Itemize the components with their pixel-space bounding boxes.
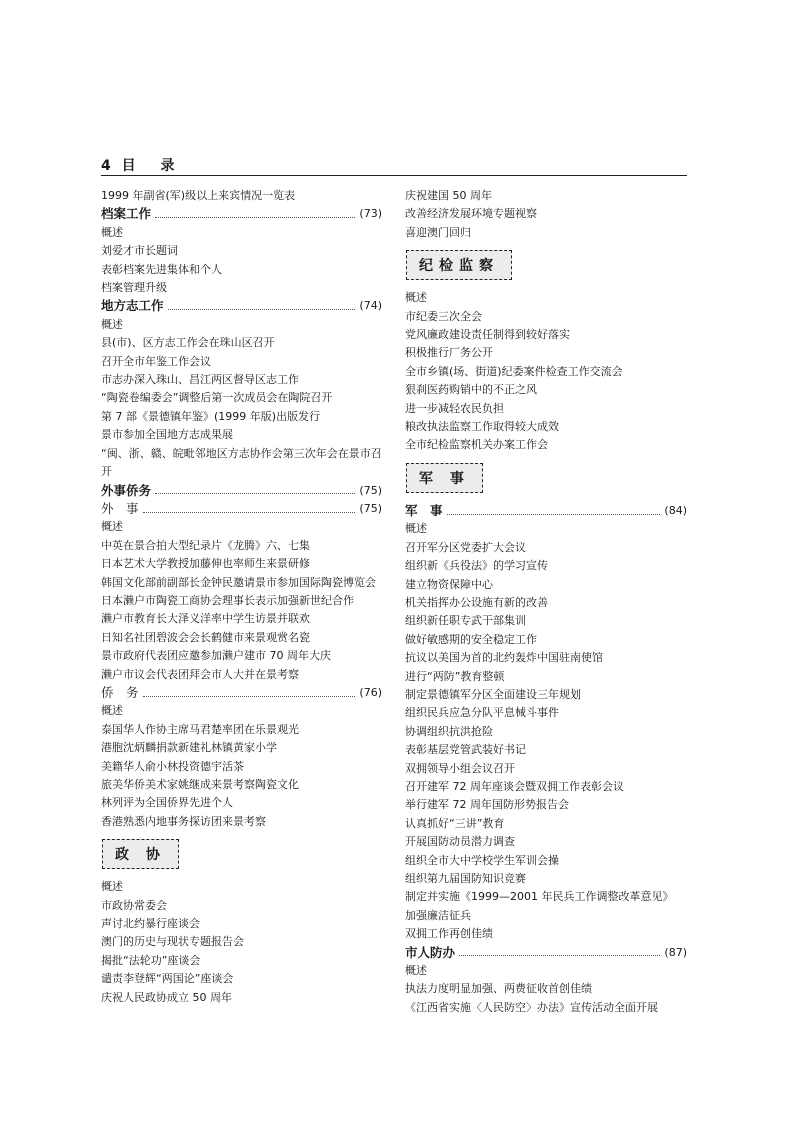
toc-section-label: 外 事 [101, 500, 139, 516]
category-banner-row [101, 831, 382, 878]
toc-entry: 召开军分区党委扩大会议 [405, 540, 526, 554]
toc-entry: 韩国文化部前副部长金钟民邀请景市参加国际陶瓷博览会 [101, 575, 376, 589]
toc-entry: 双拥领导小组会议召开 [405, 761, 515, 775]
category-banner-row [405, 455, 687, 502]
toc-section-label: 档案工作 [101, 206, 152, 222]
toc-entry: 1999 年副省(军)级以上来宾情况一览表 [101, 189, 296, 202]
toc-entry: 第 7 部《景德镇年鉴》(1999 年版)出版发行 [101, 409, 321, 423]
toc-entry: 党风廉政建设责任制得到较好落实 [405, 328, 570, 342]
toc-entry: 庆祝建国 50 周年 [405, 189, 492, 202]
toc-entry: 市纪委三次全会 [405, 309, 482, 323]
toc-entry: 组织民兵应急分队平息械斗事件 [405, 706, 559, 720]
toc-section [405, 944, 687, 962]
toc-entry: 概述 [101, 317, 123, 331]
toc-entry: 进行“两防”教育整顿 [405, 669, 505, 683]
toc-entry: 执法力度明显加强、两费征收首创佳绩 [405, 982, 592, 996]
toc-entry: 粮改执法监察工作取得较大成效 [405, 420, 559, 434]
toc-section [101, 205, 382, 223]
toc-entry: 濑户市议会代表团拜会市人大并在景考察 [101, 667, 299, 681]
toc-entry: “陶瓷卷编委会”调整后第一次成员会在陶院召开 [101, 391, 333, 405]
toc-entry: 市政协常委会 [101, 898, 167, 912]
toc-entry: 开展国防动员潜力调查 [405, 835, 515, 849]
toc-entry: 旅美华侨美术家姚继成来景考察陶瓷文化 [101, 778, 299, 791]
toc-subsection [101, 500, 382, 518]
toc-entry: 景市参加全国地方志成果展 [101, 428, 233, 442]
toc-entry: 澳门的历史与现状专题报告会 [101, 935, 244, 949]
page-title: 目 录 [121, 158, 185, 174]
toc-entry: 林列评为全国侨界先进个人 [101, 796, 233, 810]
toc-entry: 狠刹医药购销中的不正之风 [405, 383, 537, 397]
category-banner-row [405, 242, 687, 289]
toc-entry: 组织第九届国防知识竞赛 [405, 872, 526, 885]
toc-leader-dots [155, 217, 355, 218]
toc-leader-dots [447, 514, 661, 515]
toc-entry: 概述 [405, 291, 427, 305]
toc-entry: 改善经济发展环境专题视察 [405, 207, 537, 221]
toc-entry: 中英在景合拍大型纪录片《龙腾》六、七集 [101, 538, 310, 552]
page-number: 4 [101, 158, 111, 174]
toc-section [101, 297, 382, 315]
toc-entry: 概述 [405, 522, 427, 536]
toc-entry: 港胞沈炳麟捐款新建礼林镇黄家小学 [101, 741, 277, 755]
toc-entry: 制定并实施《1999—2001 年民兵工作调整改革意见》 [405, 890, 674, 904]
toc-entry: 日本濑户市陶瓷工商协会理事长表示加强新世纪合作 [101, 593, 354, 607]
toc-section-label: 军 事 [405, 502, 443, 518]
toc-entry: 进一步减轻农民负担 [405, 401, 504, 415]
toc-entry: 召开建军 72 周年座谈会暨双拥工作表彰会议 [405, 779, 624, 793]
toc-entry: 制定景德镇军分区全面建设三年规划 [405, 687, 581, 701]
toc-entry: 全市乡镇(场、街道)纪委案件检查工作交流会 [405, 364, 623, 378]
toc-page-number: (84) [664, 503, 687, 517]
toc-entry: 组织新《兵役法》的学习宣传 [405, 559, 548, 573]
toc-page-number: (74) [359, 299, 382, 313]
header-rule [101, 175, 687, 176]
toc-entry: 机关指挥办公设施有新的改善 [405, 595, 548, 609]
category-banner: 政 协 [102, 839, 179, 869]
toc-entry: “闽、浙、赣、皖毗邻地区方志协作会第三次年会在景市召开 [101, 446, 382, 479]
toc-entry: 概述 [101, 704, 123, 718]
toc-entry: 双拥工作再创佳绩 [405, 927, 493, 941]
toc-entry: 刘爱才市长题词 [101, 244, 178, 258]
toc-entry: 概述 [101, 520, 123, 534]
toc-entry: 概述 [405, 964, 427, 978]
toc-entry: 召开全市年鉴工作会议 [101, 354, 211, 368]
toc-entry: 认真抓好“三讲”教育 [405, 816, 505, 830]
toc-section [101, 482, 382, 500]
toc-section-label: 外事侨务 [101, 482, 152, 498]
category-banner: 纪检监察 [406, 250, 512, 280]
toc-entry: 声讨北约暴行座谈会 [101, 917, 200, 931]
toc-page-number: (87) [664, 945, 687, 959]
toc-entry: 抗议以美国为首的北约轰炸中国驻南使馆 [405, 651, 603, 665]
toc-entry: 加强廉洁征兵 [405, 908, 471, 922]
toc-entry: 积极推行厂务公开 [405, 346, 493, 360]
toc-entry: 建立物资保障中心 [405, 577, 493, 591]
toc-entry: 县(市)、区方志工作会在珠山区召开 [101, 336, 275, 350]
toc-page-number: (75) [359, 501, 382, 515]
toc-entry: 概述 [101, 880, 123, 894]
left-column [101, 187, 382, 1007]
toc-entry: 《江西省实施〈人民防空〉办法》宣传活动全面开展 [405, 1000, 658, 1014]
toc-entry: 庆祝人民政协成立 50 周年 [101, 990, 232, 1004]
toc-section-label: 市人防办 [405, 944, 456, 960]
toc-entry: 市志办深入珠山、昌江两区督导区志工作 [101, 373, 299, 387]
toc-entry: 组织全市大中学校学生军训会操 [405, 853, 559, 867]
toc-section-label: 侨 务 [101, 684, 139, 700]
toc-entry: 揭批“法轮功”座谈会 [101, 953, 201, 967]
toc-entry: 全市纪检监察机关办案工作会 [405, 438, 548, 452]
toc-section-label: 地方志工作 [101, 298, 164, 314]
toc-leader-dots [143, 696, 356, 697]
toc-entry: 举行建军 72 周年国防形势报告会 [405, 798, 569, 812]
toc-entry: 日知名社团碧波会会长鹤健市来景观赏名瓷 [101, 630, 310, 644]
toc-section [405, 502, 687, 520]
toc-leader-dots [168, 309, 356, 310]
toc-page-number: (75) [359, 483, 382, 497]
toc-entry: 谴责李登辉“两国论”座谈会 [101, 972, 234, 986]
toc-leader-dots [143, 512, 356, 513]
toc-page-number: (73) [359, 207, 382, 221]
toc-subsection [101, 684, 382, 702]
toc-entry: 组织新任职专武干部集训 [405, 614, 526, 628]
toc-entry: 档案管理升级 [101, 281, 167, 295]
toc-entry: 濑户市教育长大泽义洋率中学生访景并联欢 [101, 612, 310, 626]
toc-entry: 美籍华人俞小林投资德宇活茶 [101, 759, 244, 773]
toc-entry: 概述 [101, 225, 123, 239]
toc-entry: 表彰档案先进集体和个人 [101, 262, 222, 276]
toc-entry: 表彰基层党管武装好书记 [405, 743, 526, 757]
toc-entry: 日本艺术大学教授加藤伸也率师生来景研修 [101, 557, 310, 571]
toc-leader-dots [155, 493, 355, 494]
toc-entry: 香港熟悉内地事务探访团来景考察 [101, 814, 266, 828]
page-header [101, 155, 185, 175]
toc-leader-dots [459, 955, 660, 956]
toc-entry: 景市政府代表团应邀参加濑户建市 70 周年大庆 [101, 649, 331, 663]
toc-entry: 泰国华人作协主席马君楚率团在乐景观光 [101, 722, 299, 736]
toc-entry: 做好敏感期的安全稳定工作 [405, 632, 537, 646]
right-column [405, 187, 687, 1017]
toc-entry: 协调组织抗洪抢险 [405, 724, 493, 738]
toc-page-number: (76) [359, 685, 382, 699]
category-banner: 军 事 [406, 463, 483, 493]
toc-entry: 喜迎澳门回归 [405, 225, 471, 239]
